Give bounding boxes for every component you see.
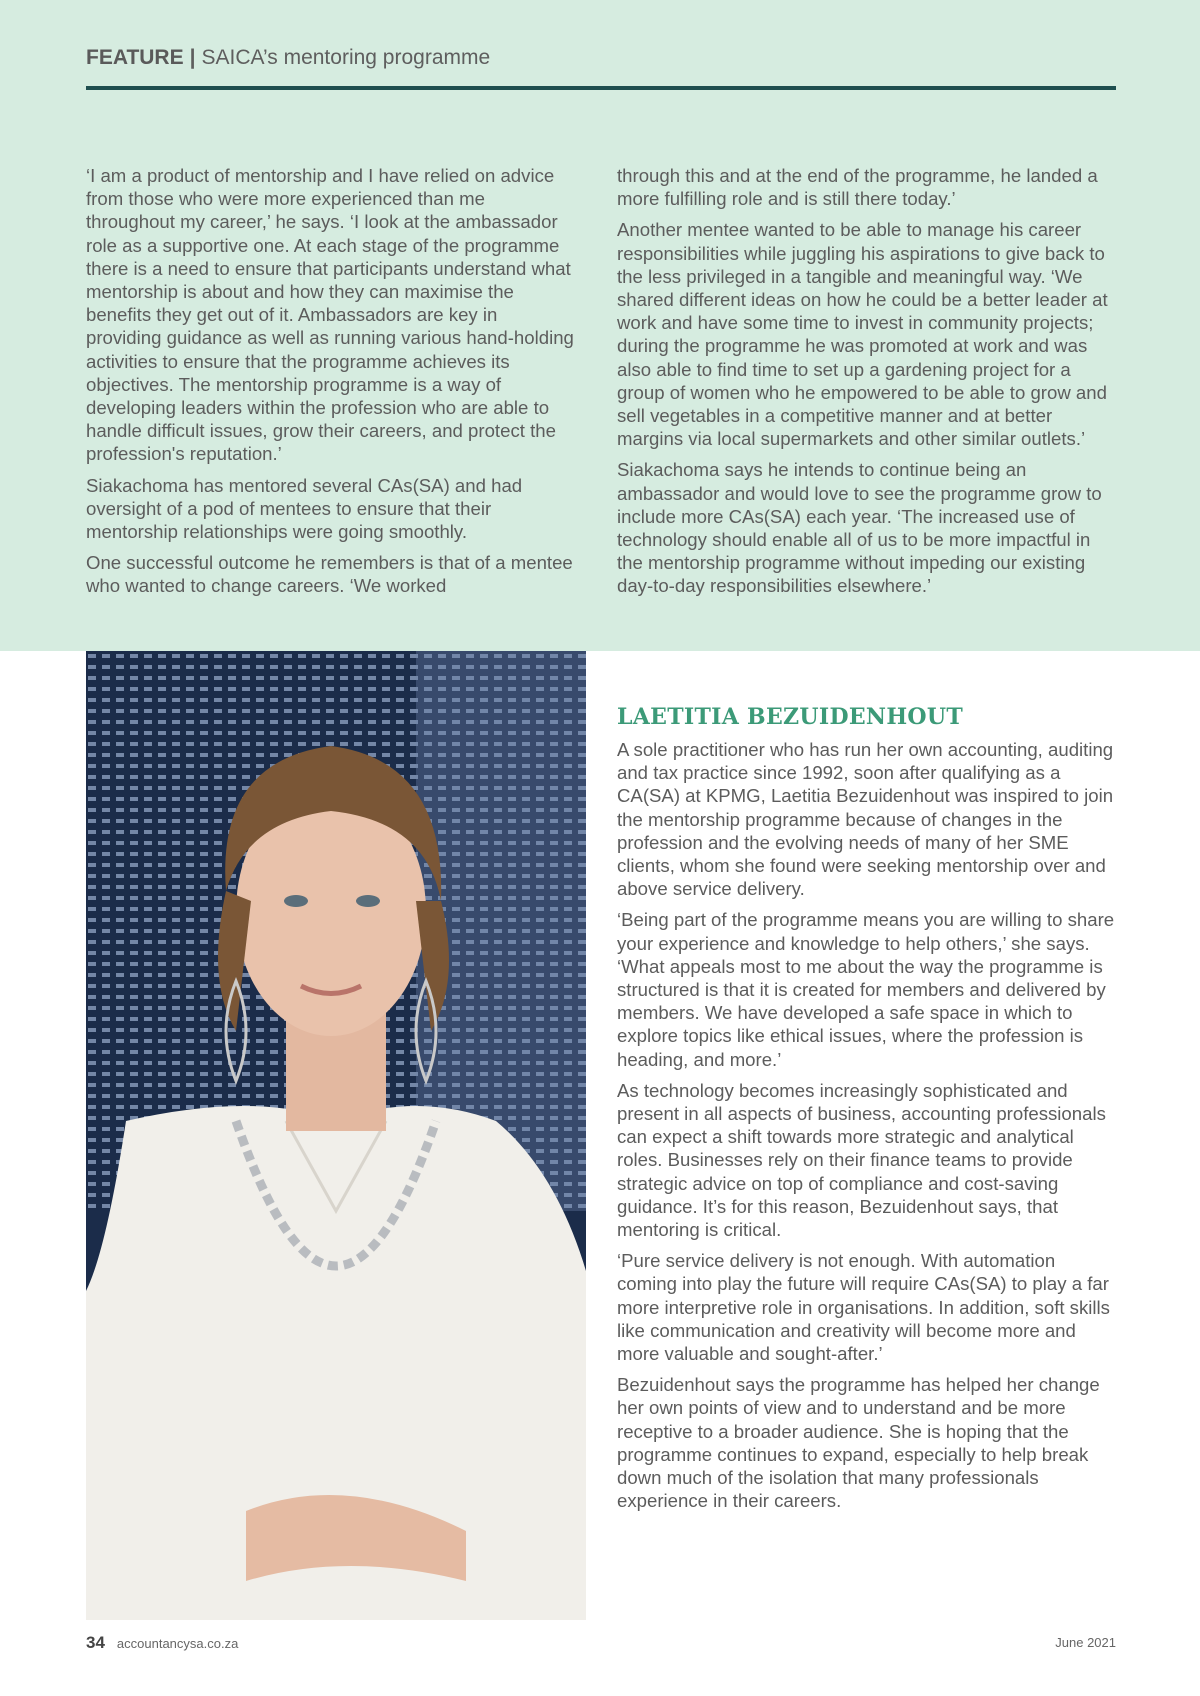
profile-section: [617, 702, 1117, 1521]
header-separator: |: [189, 46, 196, 69]
body-paragraph: One successful outcome he remembers is that of a mentee who wanted to change careers. ‘We worked: [86, 552, 573, 597]
body-paragraph: Siakachoma has mentored several CAs(SA) and had oversight of a pod of mentees to ensure that their mentorship relationships were going smoothly.: [86, 474, 523, 543]
page-header: [86, 44, 1116, 72]
body-paragraph: through this and at the end of the programme, he landed a more fulfilling role and is still there today.’: [617, 165, 1098, 210]
section-kicker: FEATURE: [86, 46, 184, 69]
body-paragraph: ‘Being part of the programme means you are willing to share your experience and knowledge to help others,’ she says. ‘What appeals most to me about the way the programme is structured is that it is created for members and delivered by members. We have developed a safe space in which to explore topics like ethical issues, where the profession is heading, and more.’: [617, 909, 1115, 1070]
footer-site: accountancysa.co.za: [116, 1636, 239, 1651]
footer-left: [86, 1633, 238, 1653]
body-paragraph: ‘I am a product of mentorship and I have relied on advice from those who were more experienced than me throughout my career,’ he says. ‘I look at the ambassador role as a supportive one. At each stage of the programme there is a need to ensure that participants understand what mentorship is about and how they can maximise the benefits they get out of it. Ambassadors are key in providing guidance as well as running various hand-holding activities to ensure that the programme achieves its objectives. The mentorship programme is a way of developing leaders within the profession who are able to handle difficult issues, grow their careers, and protect the profession's reputation.’: [86, 165, 574, 465]
page-number: 34: [86, 1633, 105, 1652]
left-column: [86, 164, 574, 606]
body-paragraph: Siakachoma says he intends to continue being an ambassador and would love to see the programme grow to include more CAs(SA) each year. ‘The increased use of technology should enable all of us to be more impactful in the mentorship programme without impeding our existing day-to-day responsibilities elsewhere.’: [617, 459, 1102, 597]
body-paragraph: Another mentee wanted to be able to manage his career responsibilities while juggling his aspirations to give back to the less privileged in a tangible and meaningful way. ‘We shared different ideas on how he could be a better leader at work and have some time to invest in community projects; during the programme he was promoted at work and was also able to find time to set up a gardening project for a group of women who he empowered to be able to grow and sell vegetables in a competitive manner and at better margins via local supermarkets and other similar outlets.’: [617, 219, 1108, 450]
portrait-illustration: [86, 651, 586, 1620]
body-paragraph: As technology becomes increasingly sophisticated and present in all aspects of business, accounting professionals can expect a shift towards more strategic and analytical roles. Businesses rely on their finance teams to provide strategic advice on top of compliance and cost-saving guidance. It’s for this reason, Bezuidenhout says, that mentoring is critical.: [617, 1079, 1106, 1241]
profile-name: LAETITIA BEZUIDENHOUT: [617, 704, 964, 730]
right-column: [617, 164, 1117, 606]
body-paragraph: ‘Pure service delivery is not enough. With automation coming into play the future will require CAs(SA) to play a far more interpretive role in organisations. In addition, soft skills like communication and creativity will become more and more valuable and sought-after.’: [617, 1250, 1110, 1365]
header-rule: [86, 86, 1116, 90]
body-paragraph: A sole practitioner who has run her own accounting, auditing and tax practice since 1992, soon after qualifying as a CA(SA) at KPMG, Laetitia Bezuidenhout was inspired to join the mentorship programme because of changes in the profession and the evolving needs of many of her SME clients, whom she found were seeking mentorship over and above service delivery.: [617, 739, 1114, 900]
section-title: SAICA’s mentoring programme: [201, 46, 491, 69]
footer-date: June 2021: [1055, 1635, 1116, 1650]
body-paragraph: Bezuidenhout says the programme has helped her change her own points of view and to understand and be more receptive to a broader audience. She is hoping that the programme continues to expand, especially to help break down much of the isolation that many professionals experience in their careers.: [617, 1374, 1100, 1512]
portrait-photo: [86, 651, 586, 1620]
